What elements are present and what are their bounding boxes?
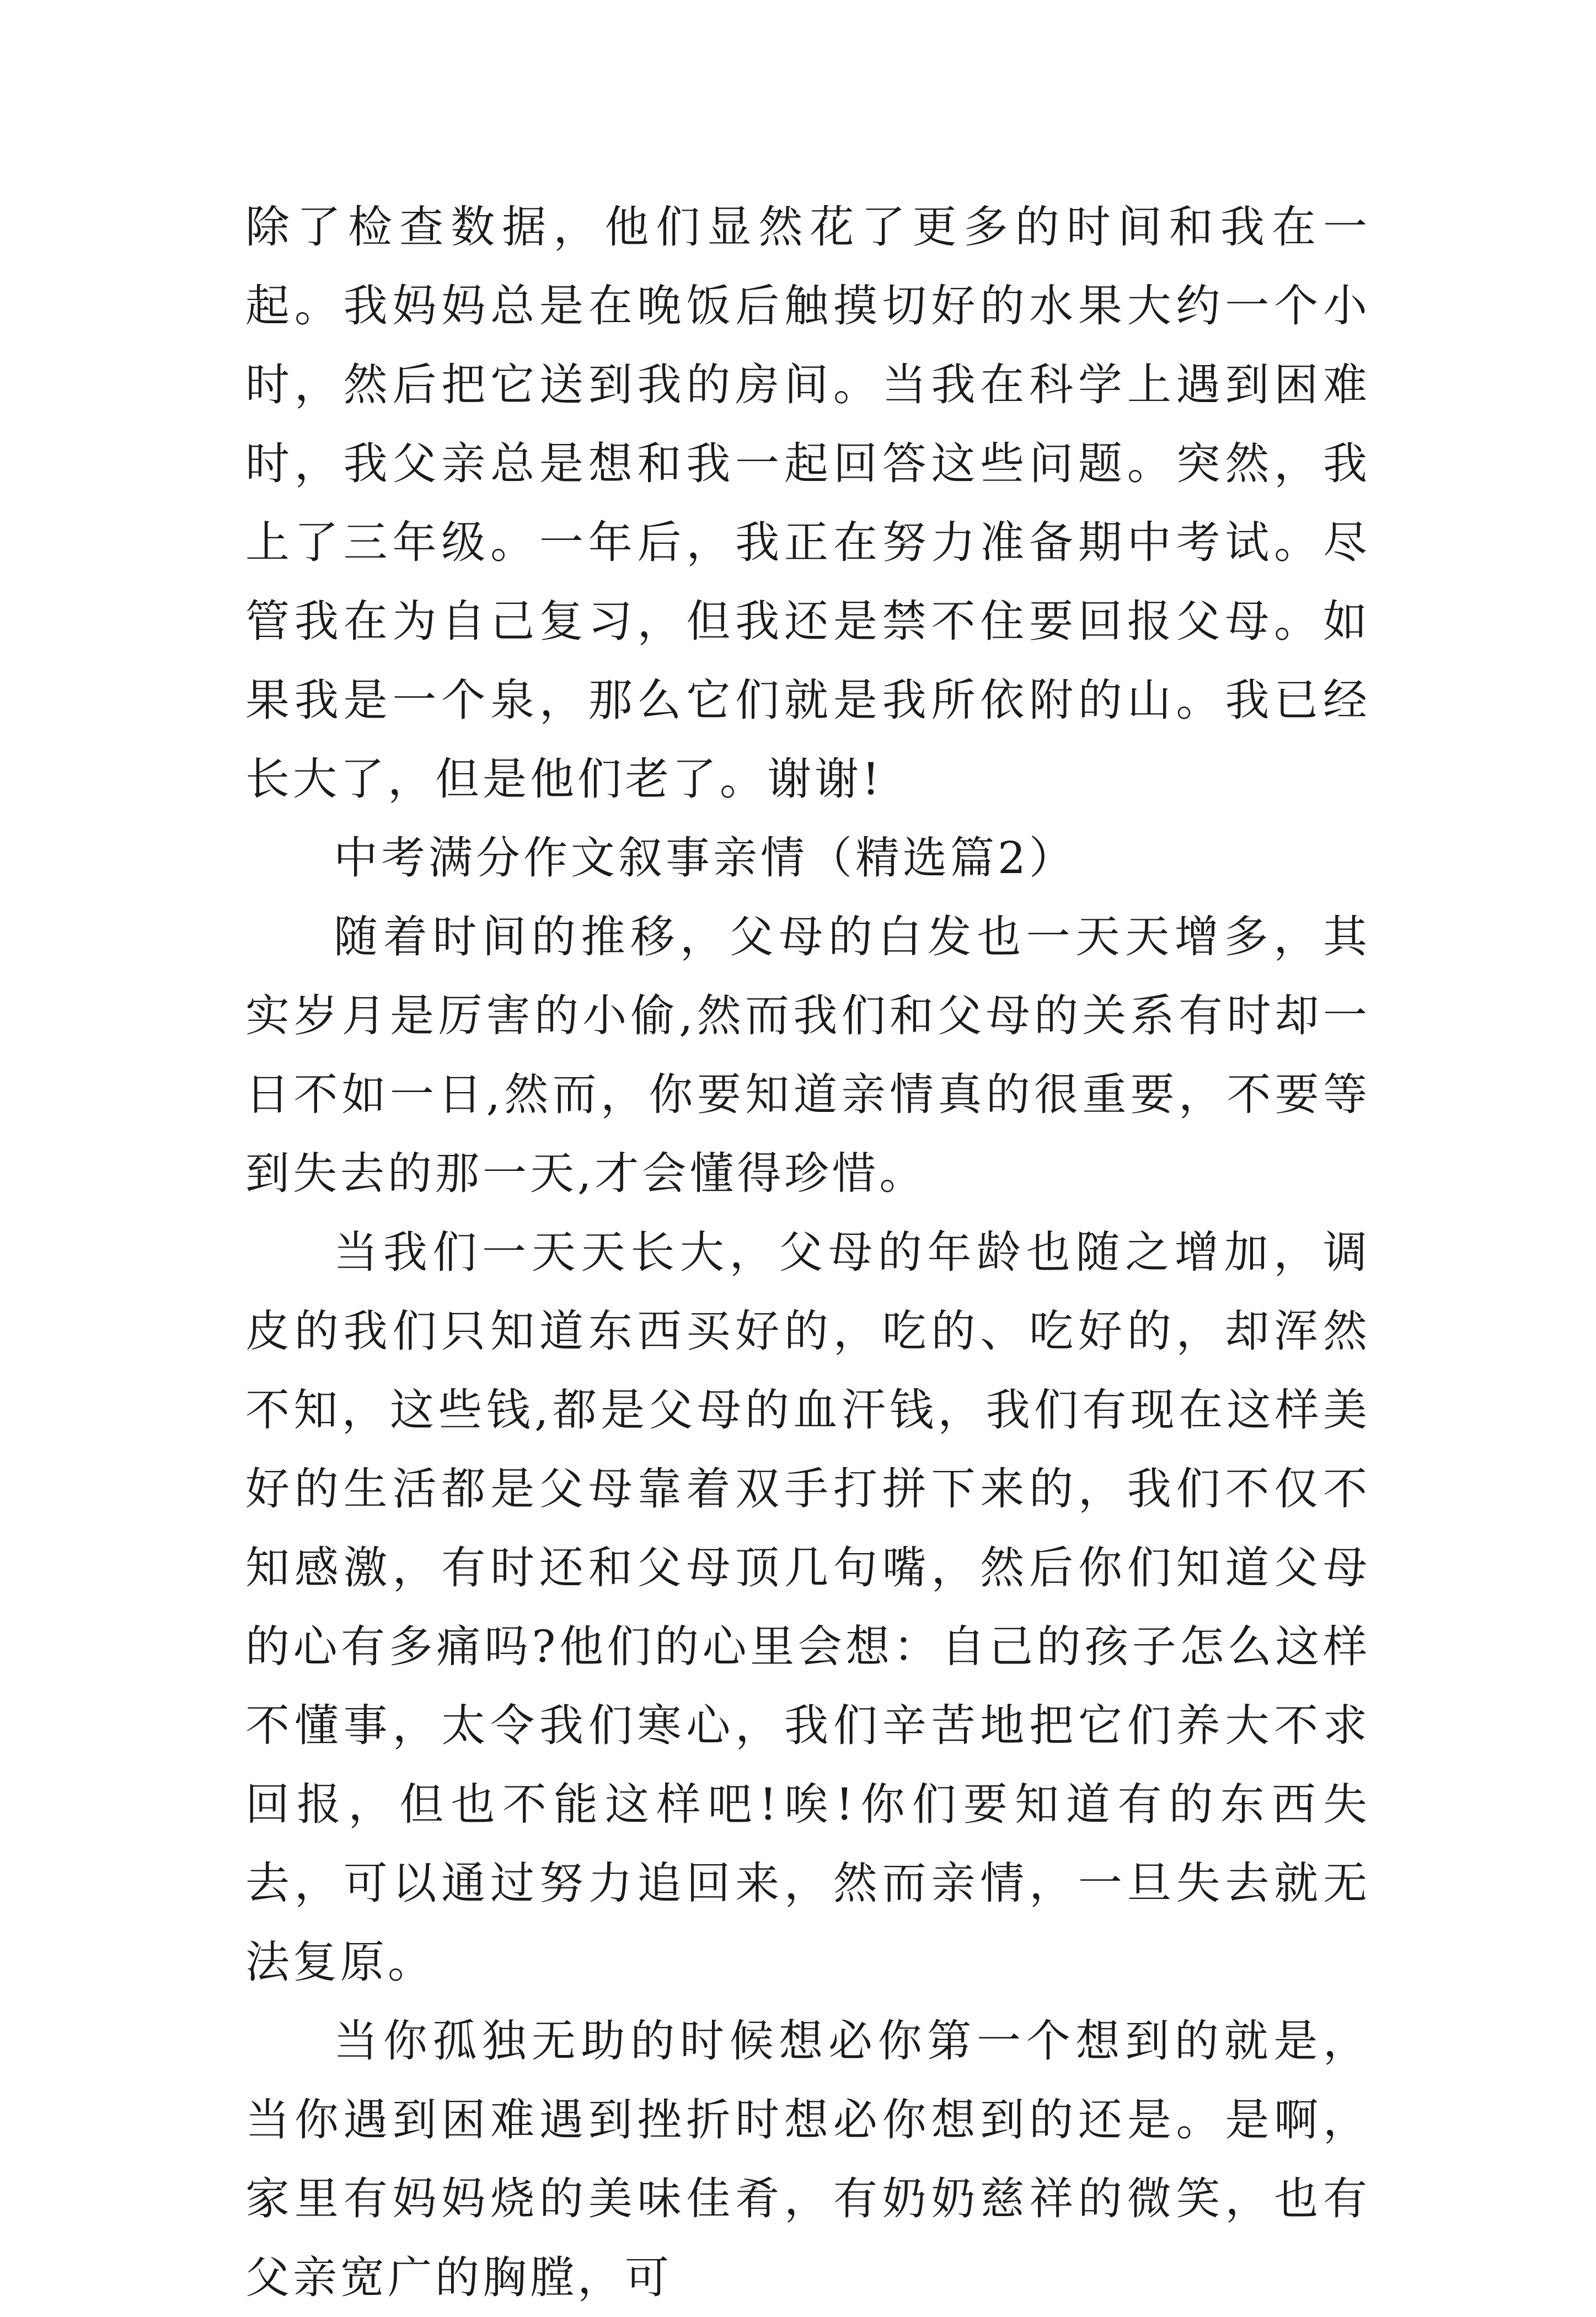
paragraph: 当我们一天天长大，父母的年龄也随之增加，调皮的我们只知道东西买好的，吃的、吃好的，却浑然不知，这些钱,都是父母的血汗钱，我们有现在这样美好的生活都是父母靠着双手打拼下来的，我们不仅不知感激，有时还和父母顶几句嘴，然后你们知道父母的心有多痛吗?他们的心里会想：自己的孩子怎么这样不懂事，太令我们寒心，我们辛苦地把它们养大不求回报，但也不能这样吧!唉!你们要知道有的东西失去，可以通过努力追回来，然而亲情，一旦失去就无法复原。: [245, 1227, 1370, 1988]
document-body: [245, 188, 1370, 2317]
section-title: 中考满分作文叙事亲情（精选篇2）: [334, 832, 1077, 884]
paragraph-continued: 除了检查数据，他们显然花了更多的时间和我在一起。我妈妈总是在晚饭后触摸切好的水果大约一个小时，然后把它送到我的房间。当我在科学上遇到困难时，我父亲总是想和我一起回答这些问题。突然，我上了三年级。一年后，我正在努力准备期中考试。尽管我在为自己复习，但我还是禁不住要回报父母。如果我是一个泉，那么它们就是我所依附的山。我已经长大了，但是他们老了。谢谢!: [245, 201, 1370, 805]
paragraph: 随着时间的推移，父母的白发也一天天增多，其实岁月是厉害的小偷,然而我们和父母的关系有时却一日不如一日,然而，你要知道亲情真的很重要，不要等到失去的那一天,才会懂得珍惜。: [245, 911, 1370, 1199]
paragraph: 当你孤独无助的时候想必你第一个想到的就是，当你遇到困难遇到挫折时想必你想到的还是。是啊，家里有妈妈烧的美味佳肴，有奶奶慈祥的微笑，也有父亲宽广的胸膛，可: [245, 2015, 1370, 2303]
